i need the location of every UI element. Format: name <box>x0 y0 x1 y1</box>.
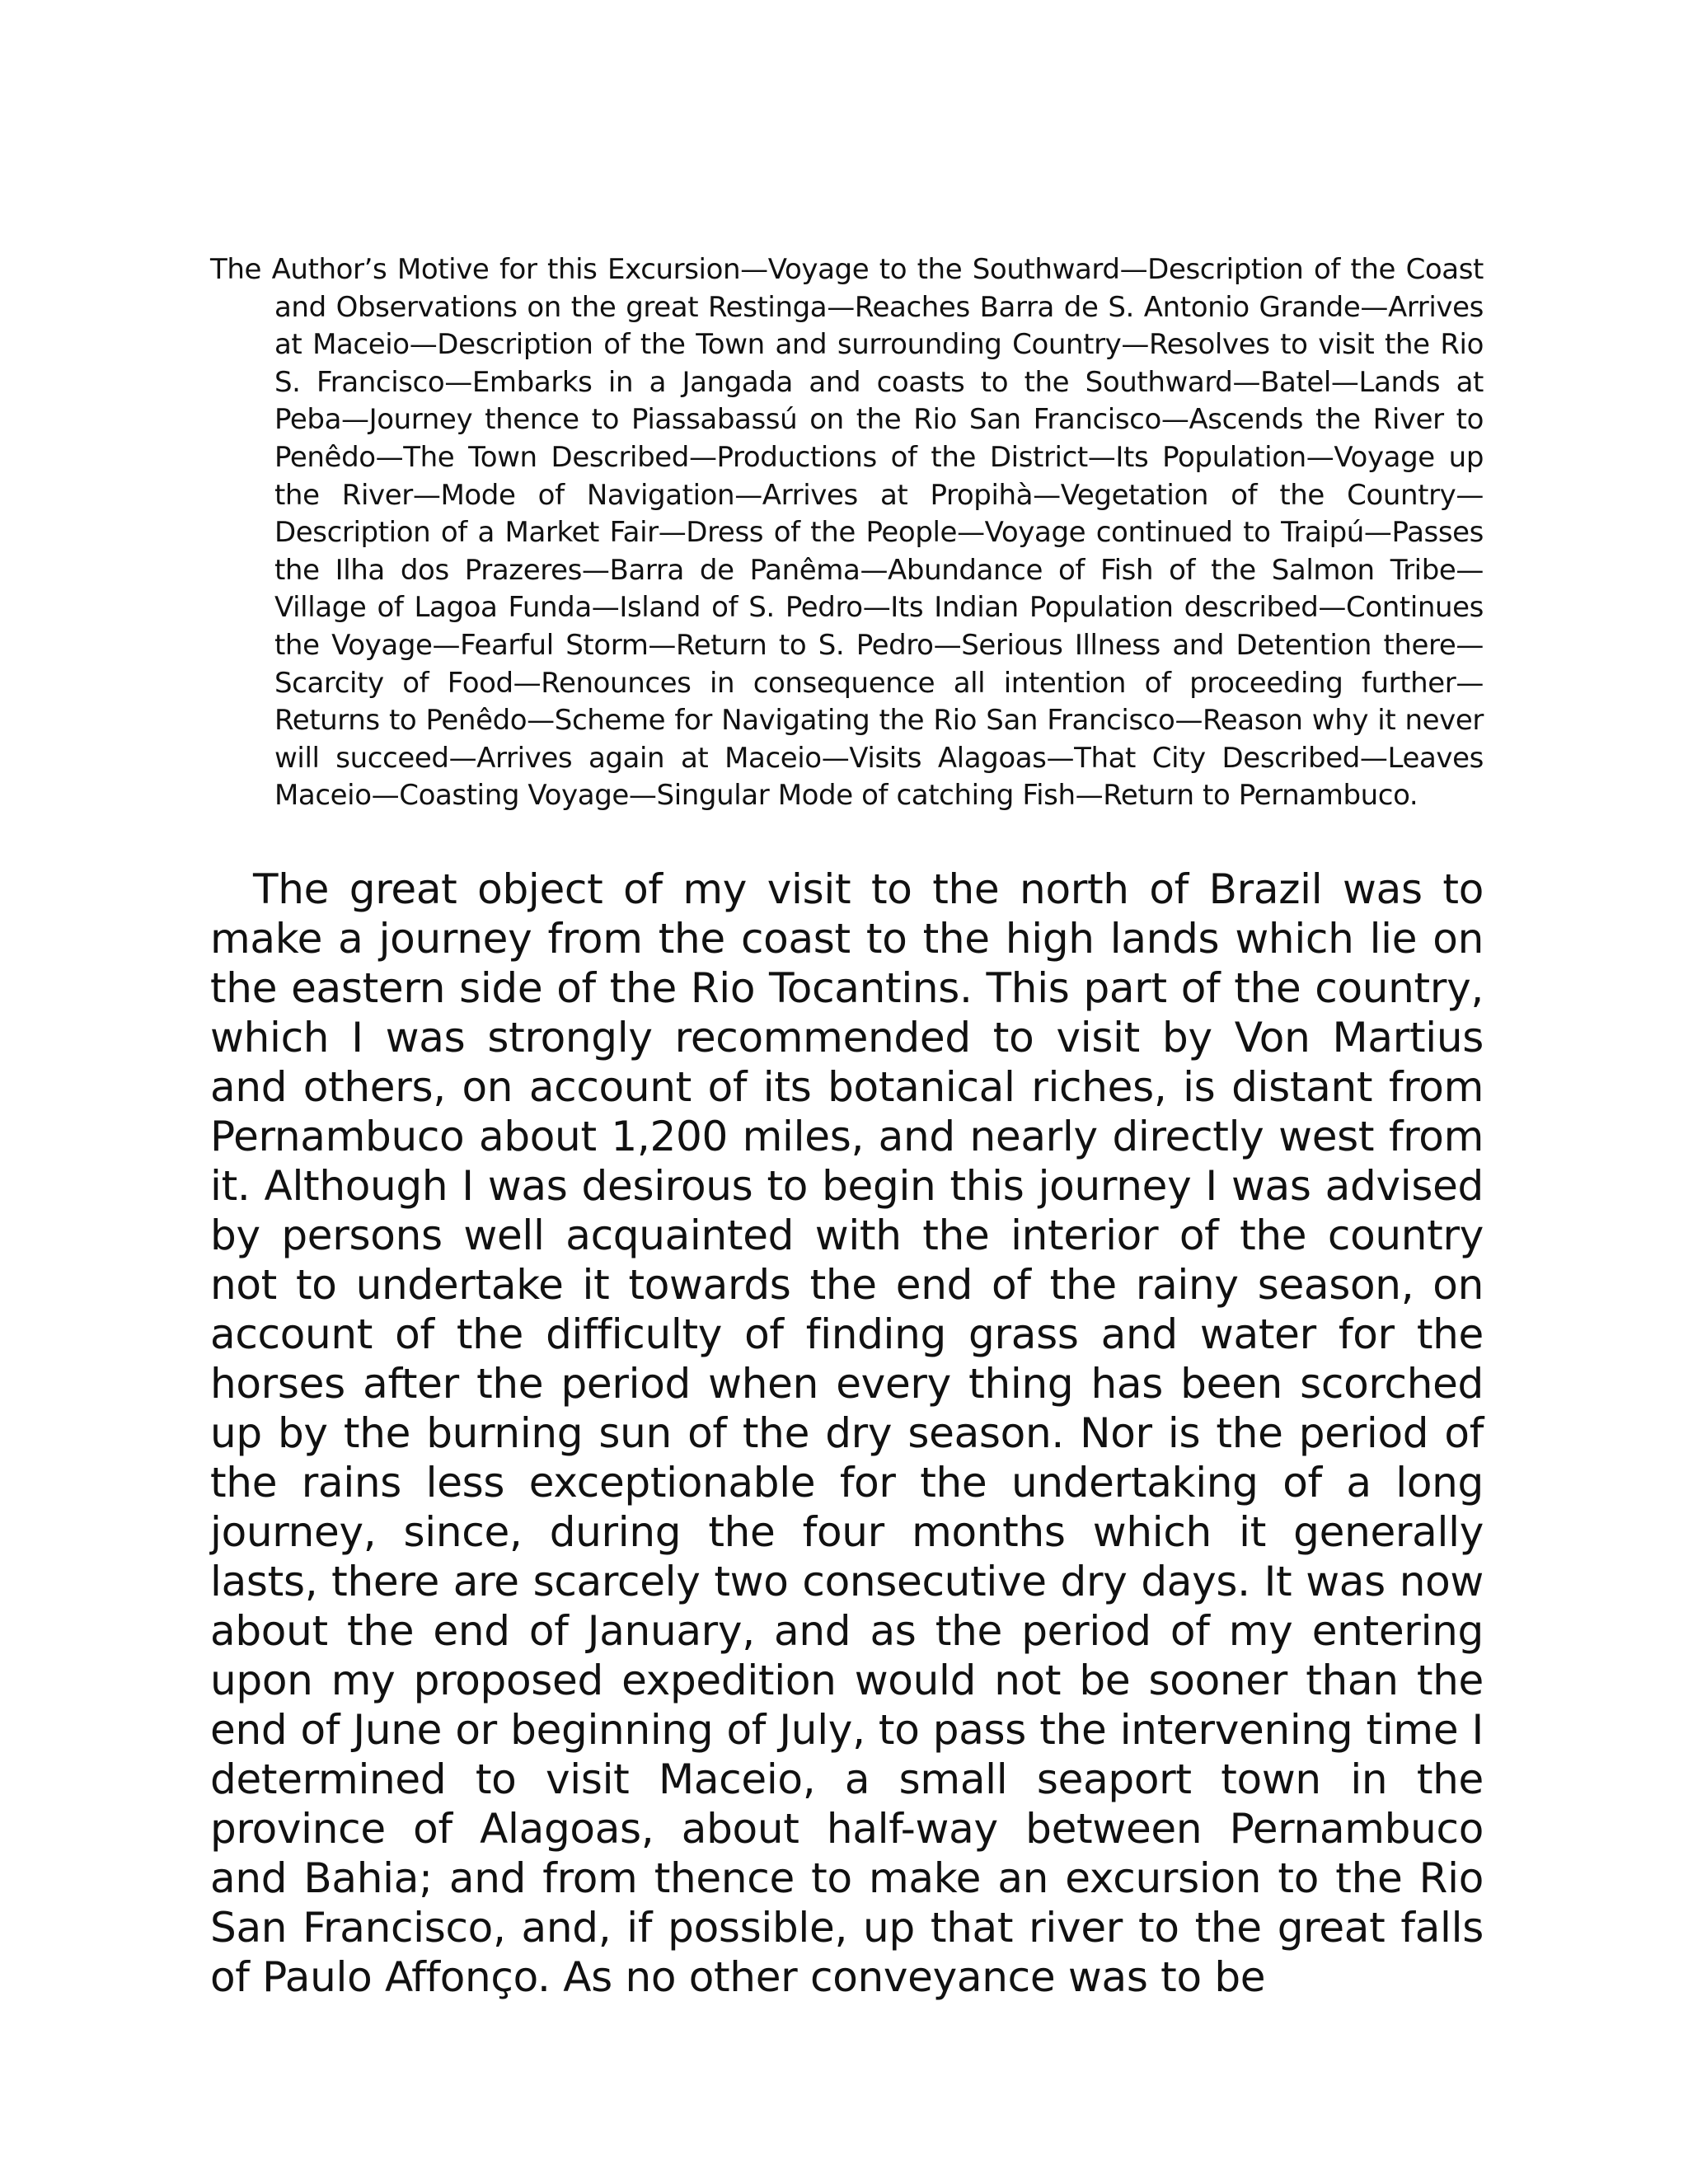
document-page <box>210 251 1484 2002</box>
chapter-synopsis: The Author’s Motive for this Excursion—Voyage to the Southward—Description of the Coast and Observations on the great Restinga—Reaches Barra de S. Antonio Grande—Arrives at Maceio—Description of the Town and surrounding Country—Resolves to visit the Rio S. Francisco—Embarks in a Jangada and coasts to the Southward—Batel—Lands at Peba—Journey thence to Piassabassú on the Rio San Francisco—Ascends the River to Penêdo—The Town Described—Productions of the District—Its Population—Voyage up the River—Mode of Navigation—Arrives at Propihà—Vegetation of the Country—Description of a Market Fair—Dress of the People—Voyage continued to Traipú—Passes the Ilha dos Prazeres—Barra de Panêma—Abundance of Fish of the Salmon Tribe—Village of Lagoa Funda—Island of S. Pedro—Its Indian Population described—Continues the Voyage—Fearful Storm—Return to S. Pedro—Serious Illness and Detention there—Scarcity of Food—Renounces in consequence all intention of proceeding further—Returns to Penêdo—Scheme for Navigating the Rio San Francisco—Reason why it never will succeed—Arrives again at Maceio—Visits Alagoas—That City Described—Leaves Maceio—Coasting Voyage—Singular Mode of catching Fish—Return to Pernambuco. <box>210 253 1484 813</box>
body-paragraph: The great object of my visit to the north of Brazil was to make a journey from the coast to the high lands which lie on the eastern side of the Rio Tocantins. This part of the country, which I was strongly recommended to visit by Von Martius and others, on account of its botanical riches, is distant from Pernambuco about 1,200 miles, and nearly directly west from it. Although I was desirous to begin this journey I was advised by persons well acquainted with the interior of the country not to undertake it towards the end of the rainy season, on account of the difficulty of finding grass and water for the horses after the period when every thing has been scorched up by the burning sun of the dry season. Nor is the period of the rains less exceptionable for the undertaking of a long journey, since, during the four months which it generally lasts, there are scarcely two consecutive dry days. It was now about the end of January, and as the period of my entering upon my proposed expedition would not be sooner than the end of June or beginning of July, to pass the intervening time I determined to visit Maceio, a small seaport town in the province of Alagoas, about half-way between Pernambuco and Bahia; and from thence to make an excursion to the Rio San Francisco, and, if possible, up that river to the great falls of Paulo Affonço. As no other conveyance was to be <box>210 865 1484 2001</box>
